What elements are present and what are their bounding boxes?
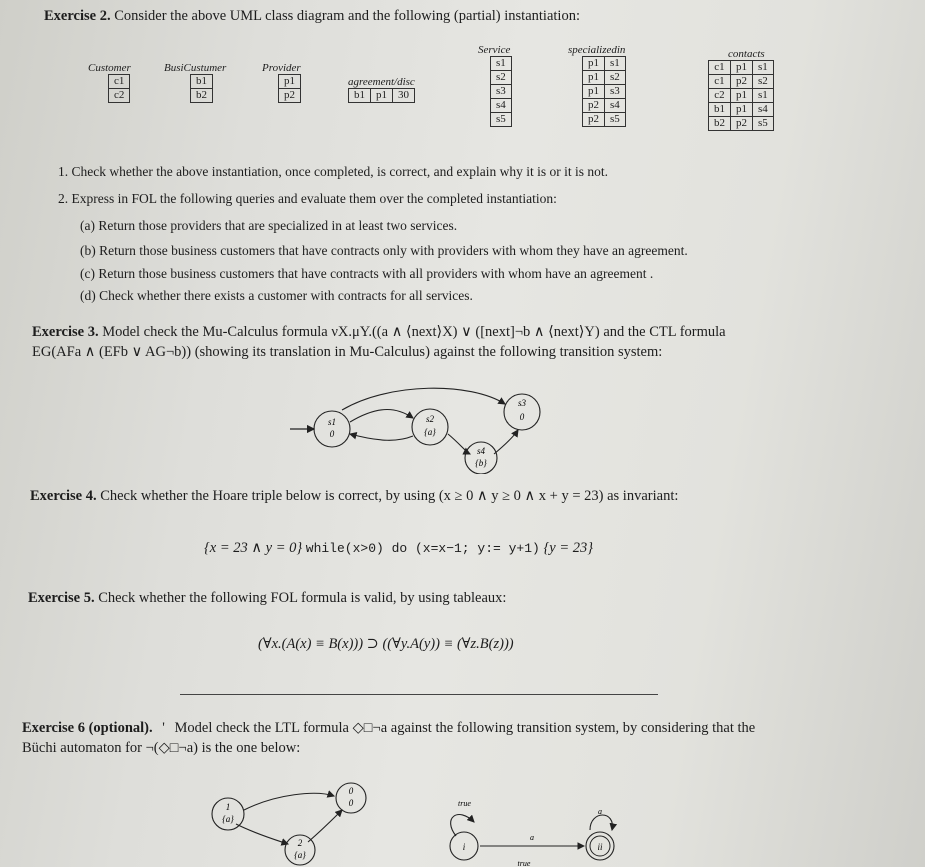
ex2-question-2: 2. Express in FOL the following queries and evaluate them over the completed instantiation: [58, 191, 557, 206]
table-cell: p1 [731, 61, 753, 75]
ex2-text: Consider the above UML class diagram and the following (partial) instantiation: [114, 8, 580, 24]
table-cell: b1 [349, 89, 371, 103]
table-cell: s3 [491, 85, 512, 99]
ts-state-0-name: 0 [348, 786, 354, 796]
provider-header: Provider [262, 62, 301, 74]
table-cell: c1 [709, 61, 731, 75]
ex2-question-d: (d) Check whether there exists a customer with contracts for all services. [80, 288, 473, 303]
ex3-heading [32, 324, 726, 341]
table-cell: p2 [279, 89, 301, 103]
ts-state-1-label: {a} [222, 814, 234, 824]
ex6-mark: ' [162, 720, 165, 736]
agreement-header: agreement/disc [348, 76, 415, 88]
ex2-question-c: (c) Return those business customers that have contracts with all providers with whom have an agreement . [80, 266, 654, 281]
ex6-heading [22, 720, 755, 737]
contacts-header: contacts [728, 48, 765, 60]
table-cell: s2 [753, 75, 774, 89]
table-cell: s2 [491, 71, 512, 85]
ts-state-2-name: 2 [297, 838, 303, 848]
edge-s2-s1 [350, 434, 413, 440]
state-s4-name: s4 [476, 446, 486, 456]
specializedin-table [568, 44, 626, 127]
edge-s1-s2 [350, 410, 413, 423]
state-s4-label: {b} [475, 458, 487, 468]
customer-table [88, 62, 131, 103]
edge-1-2 [236, 824, 288, 844]
ex5-formula: (∀x.(A(x) ≡ B(x))) ⊃ ((∀y.A(y)) ≡ (∀z.B(z))) [258, 636, 514, 652]
ex4-heading [30, 488, 678, 505]
busicustomer-table [164, 62, 226, 103]
table-cell: c1 [709, 75, 731, 89]
table-cell: p2 [731, 117, 753, 131]
service-header: Service [478, 44, 511, 56]
state-s3-label: 0 [519, 412, 525, 422]
ex3-line2: EG(AFa ∧ (EFb ∨ AG¬b)) (showing its translation in Mu-Calculus) against the following transition system: [32, 344, 663, 360]
state-s1-name: s1 [327, 417, 337, 427]
ts-state-2-label: {a} [294, 850, 306, 860]
table-cell: c2 [709, 89, 731, 103]
hoare-precondition: {x = 23 ∧ y = 0} [204, 540, 303, 556]
table-cell: p1 [583, 57, 605, 71]
ex3-transition-system [280, 382, 550, 474]
ex4-text: Check whether the Hoare triple below is correct, by using (x ≥ 0 ∧ y ≥ 0 ∧ x + y = 23) as invariant: [100, 488, 679, 504]
buchi-state-i-label: i [462, 842, 466, 852]
ex3-line1: Model check the Mu-Calculus formula νX.μY.((a ∧ ⟨next⟩X) ∨ ([next]¬b ∧ ⟨next⟩Y) and the CTL formula [102, 324, 726, 340]
loop-ii [590, 815, 612, 830]
ex2-question-a: (a) Return those providers that are specialized in at least two services. [80, 218, 458, 233]
hoare-triple [204, 540, 593, 557]
table-cell: s2 [605, 71, 626, 85]
ex4-number: Exercise 4. [30, 488, 97, 504]
service-table [478, 44, 512, 127]
table-cell: s3 [605, 85, 626, 99]
state-s3-name: s3 [517, 398, 527, 408]
ex5-text: Check whether the following FOL formula is valid, by using tableaux: [98, 590, 507, 606]
table-cell: p2 [731, 75, 753, 89]
ex2-heading [44, 8, 580, 25]
agreement-table [348, 76, 415, 103]
busicustomer-header: BusiCustumer [164, 62, 227, 74]
edge-2-0 [308, 810, 342, 842]
table-cell: s5 [491, 113, 512, 127]
table-cell: s4 [753, 103, 774, 117]
ex3-number: Exercise 3. [32, 324, 99, 340]
buchi-bottom-label: true [517, 859, 531, 867]
table-cell: c1 [109, 75, 130, 89]
table-cell: s1 [753, 89, 774, 103]
contacts-table [708, 48, 774, 131]
ex6-line2: Büchi automaton for ¬(◇□¬a) is the one below: [22, 740, 301, 756]
table-cell: p1 [583, 85, 605, 99]
table-cell: c2 [109, 89, 130, 103]
ts-state-0-label: 0 [348, 798, 354, 808]
table-cell: p1 [731, 89, 753, 103]
ex5-number: Exercise 5. [28, 590, 95, 606]
edge-1-0 [244, 793, 334, 810]
table-cell: s1 [753, 61, 774, 75]
table-cell: s5 [605, 113, 626, 127]
table-cell: s5 [753, 117, 774, 131]
hoare-postcondition: {y = 23} [543, 540, 594, 556]
table-cell: p1 [583, 71, 605, 85]
provider-table [262, 62, 301, 103]
edge-i-ii-label: a [530, 833, 534, 842]
table-cell: b1 [709, 103, 731, 117]
customer-header: Customer [88, 62, 131, 74]
ex6-line1: Model check the LTL formula ◇□¬a against the following transition system, by considering that the [174, 720, 756, 736]
table-cell: s4 [605, 99, 626, 113]
table-cell: b2 [191, 89, 213, 103]
ex6-buchi-automaton [440, 796, 640, 867]
table-cell: s1 [605, 57, 626, 71]
ex2-number: Exercise 2. [44, 8, 111, 24]
hoare-program: while(x>0) do (x=x−1; y:= y+1) [305, 541, 540, 556]
table-cell: 30 [393, 89, 415, 103]
table-cell: p2 [583, 113, 605, 127]
ex6-transition-system [196, 772, 396, 867]
ts-state-1-name: 1 [225, 802, 231, 812]
loop-i-label: true [458, 799, 471, 808]
ex2-question-1: 1. Check whether the above instantiation, once completed, is correct, and explain why it is or it is not. [58, 164, 608, 179]
edge-s1-s3 [342, 388, 505, 410]
table-cell: b1 [191, 75, 213, 89]
divider-line [180, 694, 658, 695]
table-cell: b2 [709, 117, 731, 131]
table-cell: s4 [491, 99, 512, 113]
table-cell: p1 [731, 103, 753, 117]
table-cell: s1 [491, 57, 512, 71]
table-cell: p1 [279, 75, 301, 89]
state-s2-name: s2 [425, 414, 435, 424]
ex6-number: Exercise 6 (optional). [22, 720, 153, 736]
table-cell: p1 [371, 89, 393, 103]
buchi-state-ii-label: ii [597, 842, 603, 852]
specializedin-header: specializedin [568, 44, 626, 56]
ex2-question-b: (b) Return those business customers that have contracts only with providers with whom they have an agreement. [80, 243, 688, 258]
ex5-heading [28, 590, 506, 607]
state-s2-label: {a} [424, 427, 436, 437]
state-s1-label: 0 [329, 429, 335, 439]
loop-ii-label: a [598, 807, 602, 816]
edge-s4-s3 [494, 430, 518, 454]
loop-i [451, 815, 474, 836]
table-cell: p2 [583, 99, 605, 113]
